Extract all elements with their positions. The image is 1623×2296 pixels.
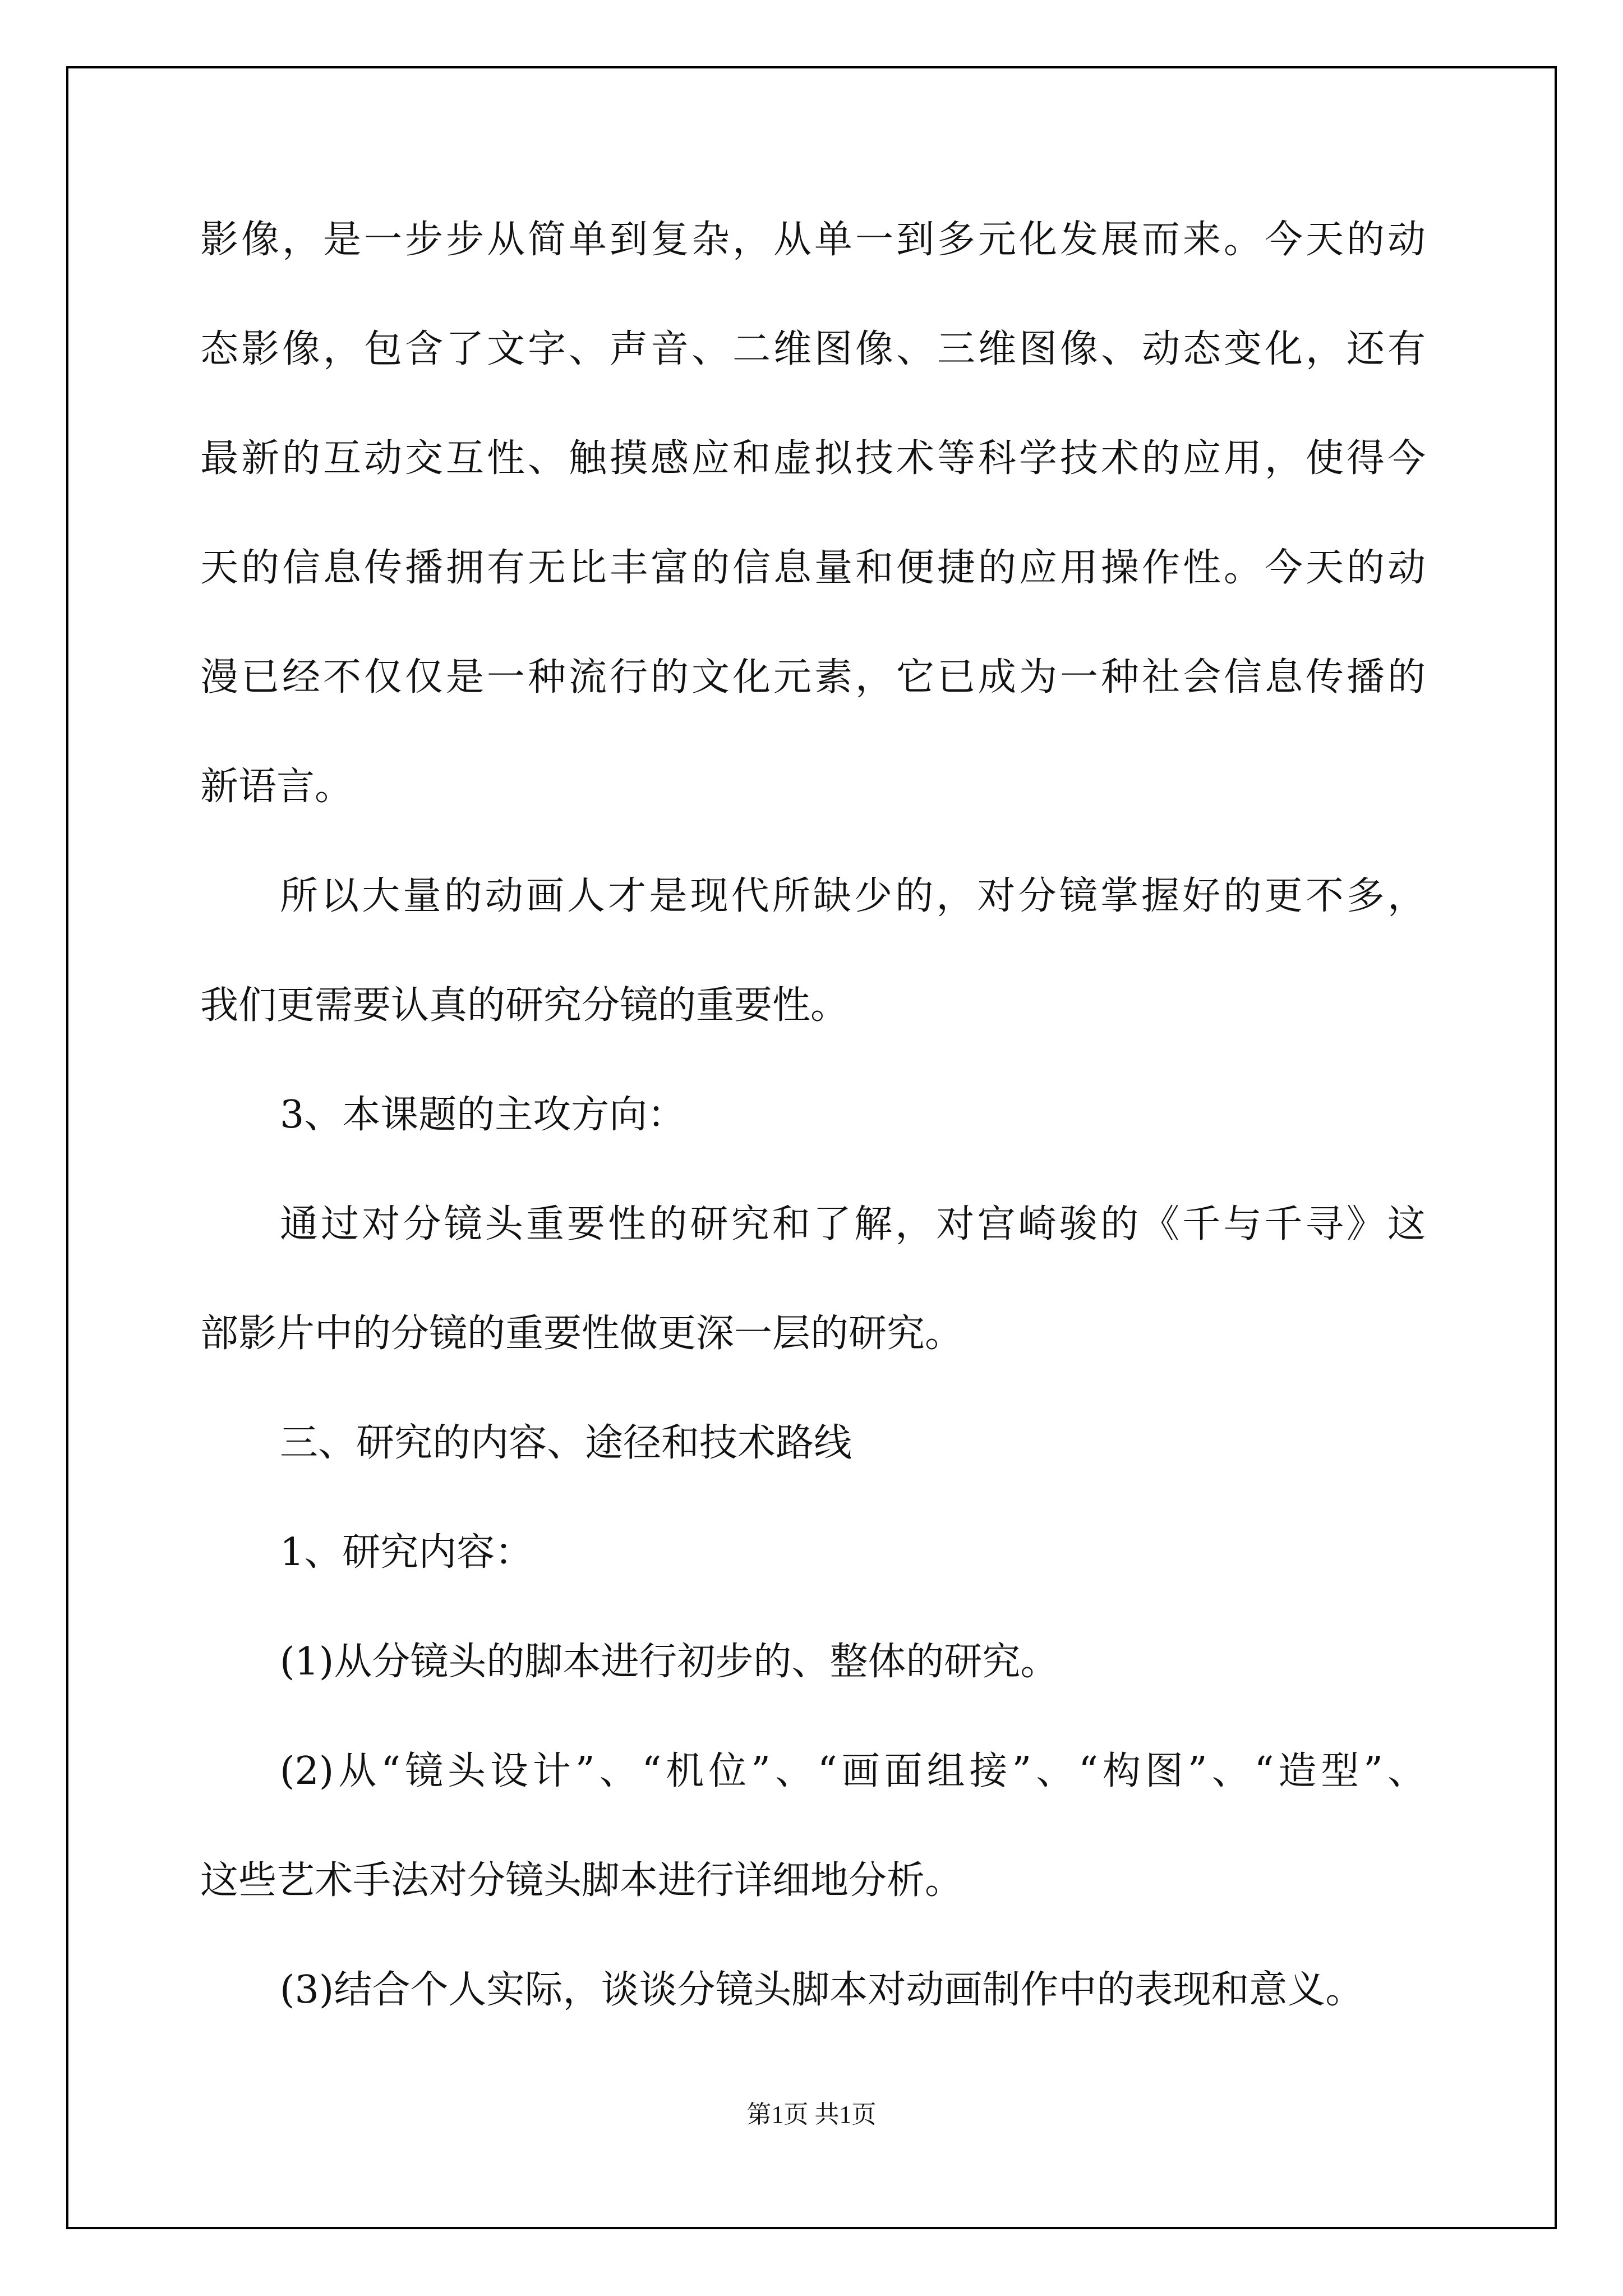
text-line-11: 部影片中的分镜的重要性做更深一层的研究。 [200,1312,963,1356]
text-line-13: 1、研究内容： [280,1530,533,1575]
text-line-6: 新语言。 [200,765,353,809]
text-line-12: 三、研究的内容、途径和技术路线 [280,1421,852,1465]
text-line-15: (2)从“镜头设计”、“机位”、“画面组接”、“构图”、“造型”、 [280,1749,1426,1793]
text-line-4: 天的信息传播拥有无比丰富的信息量和便捷的应用操作性。今天的动 [200,546,1426,590]
text-line-1: 影像，是一步步从简单到复杂，从单一到多元化发展而来。今天的动 [200,218,1426,262]
text-line-17: (3)结合个人实际，谈谈分镜头脚本对动画制作中的表现和意义。 [280,1968,1364,2012]
text-line-3: 最新的互动交互性、触摸感应和虚拟技术等科学技术的应用，使得今 [200,436,1426,481]
text-line-16: 这些艺术手法对分镜头脚本进行详细地分析。 [200,1858,963,1903]
text-line-2: 态影像，包含了文字、声音、二维图像、三维图像、动态变化，还有 [200,327,1426,371]
text-line-9: 3、本课题的主攻方向： [280,1093,686,1137]
text-line-7: 所以大量的动画人才是现代所缺少的，对分镜掌握好的更不多， [280,874,1426,918]
page-footer: 第1页 共1页 [746,2101,877,2128]
text-line-5: 漫已经不仅仅是一种流行的文化元素，它已成为一种社会信息传播的 [200,655,1426,700]
text-line-14: (1)从分镜头的脚本进行初步的、整体的研究。 [280,1640,1059,1684]
text-line-10: 通过对分镜头重要性的研究和了解，对宫崎骏的《千与千寻》这 [280,1202,1426,1246]
text-line-8: 我们更需要认真的研究分镜的重要性。 [200,983,849,1028]
